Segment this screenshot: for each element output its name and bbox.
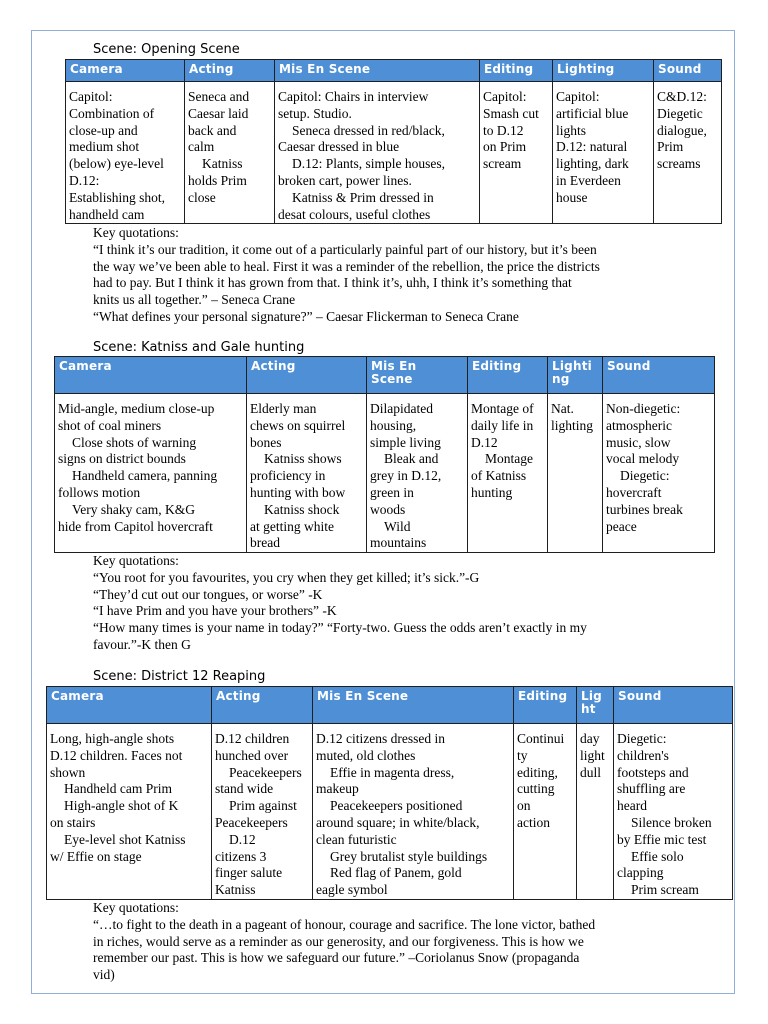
- header-camera: Camera: [47, 687, 212, 724]
- quote-line: knits us all together.” – Seneca Crane: [93, 292, 296, 308]
- cell-camera: Capitol: Combination of close-up and medium shot (below) eye-level D.12: Establishing shot, handheld cam: [66, 82, 185, 224]
- cell-mis-en-scene: Capitol: Chairs in interview setup. Studio. Seneca dressed in red/black, Caesar dressed in blue D.12: Plants, simple houses, broken cart, power lines. Katniss & Prim dressed in desat colours, useful clothes: [275, 82, 480, 224]
- scene-table-reaping: [46, 686, 733, 900]
- key-quotations: [93, 553, 587, 654]
- quote-line: remember our past. This is how we safeguard our future.” –Coriolanus Snow (propaganda: [93, 950, 580, 966]
- cell-editing: Continui ty editing, cutting on action: [514, 724, 577, 900]
- cell-acting: Seneca and Caesar laid back and calm Katniss holds Prim close: [185, 82, 275, 224]
- scene-table-hunting: [54, 356, 715, 553]
- quote-line: in riches, would serve as a reminder as our generosity, and our forgiveness. This is how we: [93, 933, 584, 949]
- quotations-label: Key quotations:: [93, 225, 179, 240]
- cell-acting: Elderly man chews on squirrel bones Katniss shows proficiency in hunting with bow Katniss shock at getting white bread: [247, 394, 367, 553]
- cell-sound: C&D.12: Diegetic dialogue, Prim screams: [654, 82, 722, 224]
- cell-lighting: day light dull: [577, 724, 614, 900]
- header-sound: Sound: [614, 687, 733, 724]
- quotations-label: Key quotations:: [93, 553, 179, 568]
- header-lighting: Lig ht: [577, 687, 614, 724]
- scene-title: Scene: District 12 Reaping: [93, 669, 266, 684]
- cell-mis-en-scene: Dilapidated housing, simple living Bleak and grey in D.12, green in woods Wild mountains: [367, 394, 468, 553]
- key-quotations: [93, 225, 600, 326]
- header-lighting: Lighting: [553, 60, 654, 82]
- quote-line: “What defines your personal signature?” – Caesar Flickerman to Seneca Crane: [93, 308, 519, 324]
- header-sound: Sound: [603, 357, 715, 394]
- header-editing: Editing: [468, 357, 548, 394]
- header-camera: Camera: [55, 357, 247, 394]
- cell-acting: D.12 children hunched over Peacekeepers stand wide Prim against Peacekeepers D.12 citizens 3 finger salute Katniss: [212, 724, 313, 900]
- quote-line: vid): [93, 967, 115, 983]
- header-acting: Acting: [185, 60, 275, 82]
- key-quotations: [93, 900, 595, 984]
- header-editing: Editing: [480, 60, 553, 82]
- quote-line: “How many times is your name in today?” “Forty-two. Guess the odds aren’t exactly in my: [93, 620, 587, 636]
- cell-lighting: Nat. lighting: [548, 394, 603, 553]
- quote-line: “You root for you favourites, you cry when they get killed; it’s sick.”-G: [93, 569, 480, 585]
- quote-line: “…to fight to the death in a pageant of honour, courage and sacrifice. The lone victor, bathed: [93, 916, 596, 932]
- cell-editing: Capitol: Smash cut to D.12 on Prim scream: [480, 82, 553, 224]
- quotations-label: Key quotations:: [93, 900, 179, 915]
- header-acting: Acting: [212, 687, 313, 724]
- cell-sound: Non-diegetic: atmospheric music, slow vocal melody Diegetic: hovercraft turbines break peace: [603, 394, 715, 553]
- quote-line: “I think it’s our tradition, it come out of a particularly painful part of our history, but it’s been: [93, 241, 597, 257]
- cell-editing: Montage of daily life in D.12 Montage of Katniss hunting: [468, 394, 548, 553]
- quote-line: had to pay. But I think it has grown from that. I think it’s, uhh, I think it’s something that: [93, 275, 572, 291]
- header-lighting: Lighti ng: [548, 357, 603, 394]
- header-mis-en-scene: Mis En Scene: [313, 687, 514, 724]
- cell-mis-en-scene: D.12 citizens dressed in muted, old clothes Effie in magenta dress, makeup Peacekeepers positioned around square; in white/black, clean futuristic Grey brutalist style buildings Red flag of Panem, gold eagle symbol: [313, 724, 514, 900]
- cell-sound: Diegetic: children's footsteps and shuffling are heard Silence broken by Effie mic test Effie solo clapping Prim scream: [614, 724, 733, 900]
- cell-camera: Mid-angle, medium close-up shot of coal miners Close shots of warning signs on district bounds Handheld camera, panning follows motion Very shaky cam, K&G hide from Capitol hovercraft: [55, 394, 247, 553]
- header-camera: Camera: [66, 60, 185, 82]
- quote-line: the way we’ve been able to heal. First it was a reminder of the rebellion, the price the districts: [93, 258, 600, 274]
- scene-title: Scene: Opening Scene: [93, 42, 240, 57]
- quote-line: “They’d cut out our tongues, or worse” -K: [93, 586, 323, 602]
- header-sound: Sound: [654, 60, 722, 82]
- scene-title: Scene: Katniss and Gale hunting: [93, 340, 305, 355]
- header-mis-en-scene: Mis En Scene: [367, 357, 468, 394]
- header-acting: Acting: [247, 357, 367, 394]
- header-editing: Editing: [514, 687, 577, 724]
- cell-camera: Long, high-angle shots D.12 children. Faces not shown Handheld cam Prim High-angle shot of K on stairs Eye-level shot Katniss w/ Effie on stage: [47, 724, 212, 900]
- header-mis-en-scene: Mis En Scene: [275, 60, 480, 82]
- scene-table-opening: [65, 59, 722, 224]
- cell-lighting: Capitol: artificial blue lights D.12: natural lighting, dark in Everdeen house: [553, 82, 654, 224]
- quote-line: favour.”-K then G: [93, 636, 191, 652]
- quote-line: “I have Prim and you have your brothers” -K: [93, 603, 337, 619]
